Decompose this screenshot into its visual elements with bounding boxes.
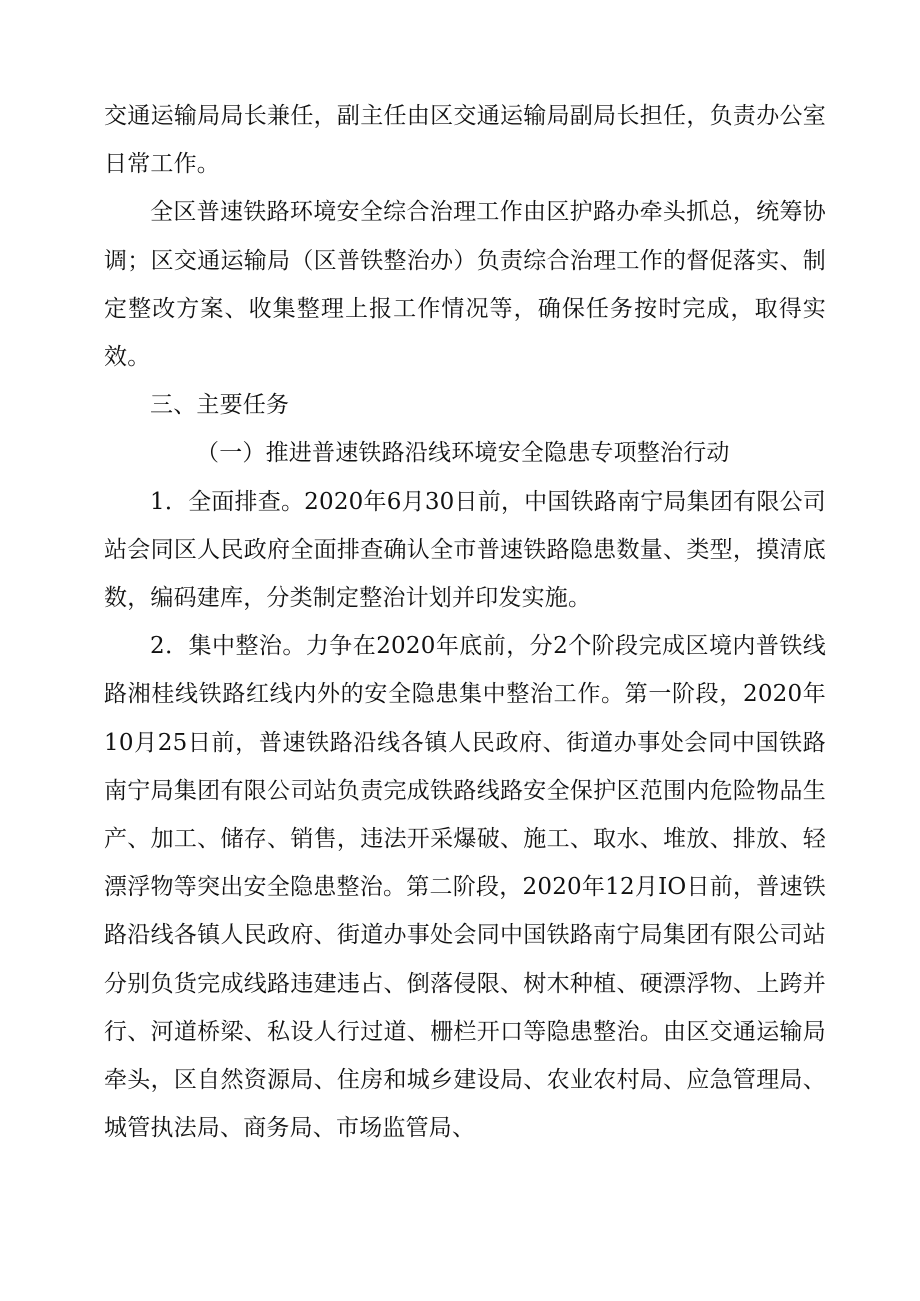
subsection-heading-special-rectification: （一）推进普速铁路沿线环境安全隐患专项整治行动 [196, 440, 730, 467]
paragraph-centralized-rectification: 2．集中整治。力争在2020年底前，分2个阶段完成区境内普铁线路湘桂线铁路红线内外的安全隐患集中整治工作。第一阶段，2020年10月25日前，普速铁路沿线各镇人民政府、街道办事处会同中国铁路南宁局集团有限公司站负责完成铁路线路安全保护区范围内危险物品生产、加工、储存、销售，违法开采爆破、施工、取水、堆放、排放、轻漂浮物等突出安全隐患整治。第二阶段，2020年12月IO日前，普速铁路沿线各镇人民政府、街道办事处会同中国铁路南宁局集团有限公司站分别负货完成线路违建违占、倒落侵限、树木种植、硬漂浮物、上跨并行、河道桥梁、私设人行过道、栅栏开口等隐患整治。由区交通运输局牵头，区自然资源局、住房和城乡建设局、农业农村局、应急管理局、城管执法局、商务局、市场监管局、 [104, 633, 826, 1142]
paragraph-governance: 全区普速铁路环境安全综合治理工作由区护路办牵头抓总，统筹协调；区交通运输局（区普铁整治办）负责综合治理工作的督促落实、制定整改方案、收集整理上报工作情况等，确保任务按时完成，取得实效。 [104, 199, 826, 371]
paragraph-continuation: 交通运输局局长兼任，副主任由区交通运输局副局长担任，负责办公室日常工作。 [104, 103, 826, 178]
section-heading-main-tasks: 三、主要任务 [150, 392, 290, 419]
document-body [104, 92, 826, 1152]
paragraph-comprehensive-inspection: 1．全面排查。2020年6月30日前，中国铁路南宁局集团有限公司站会同区人民政府全面排查确认全市普速铁路隐患数量、类型，摸清底数，编码建库，分类制定整治计划并印发实施。 [104, 488, 826, 612]
